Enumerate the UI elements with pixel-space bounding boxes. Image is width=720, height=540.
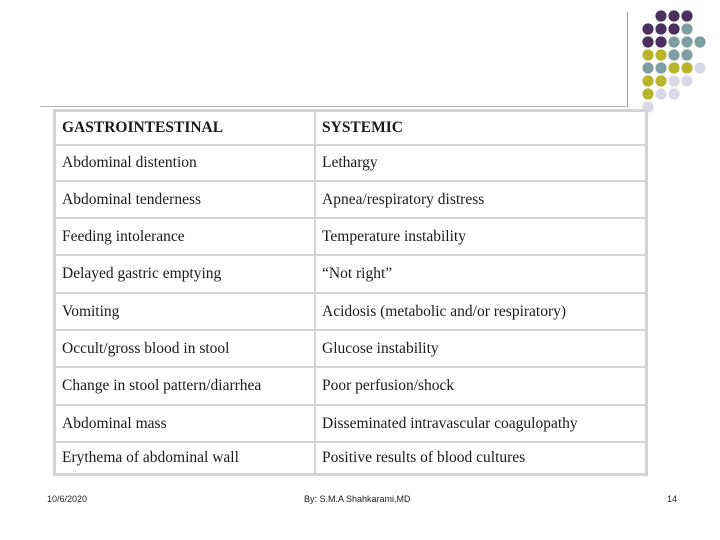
table-header-cell: SYSTEMIC [316, 112, 645, 144]
footer-date: 10/6/2020 [47, 494, 88, 504]
decorative-dot [642, 36, 653, 47]
decorative-dot [681, 62, 692, 73]
table-row [53, 219, 648, 254]
table-cell: “Not right” [316, 256, 645, 292]
table-cell: Glucose instability [316, 331, 645, 366]
table-cell: Temperature instability [316, 219, 645, 254]
decorative-dot [642, 49, 653, 60]
table-row [53, 294, 648, 329]
decorative-dot [642, 62, 653, 73]
table-cell: Abdominal tenderness [56, 182, 314, 217]
decorative-dot [655, 23, 666, 34]
decorative-dot [642, 75, 653, 86]
table-cell: Lethargy [316, 146, 645, 180]
decorative-dot [681, 10, 692, 21]
decorative-dot [668, 75, 679, 86]
table-cell: Occult/gross blood in stool [56, 331, 314, 366]
decorative-dot [681, 75, 692, 86]
decorative-dot [681, 49, 692, 60]
table-cell: Feeding intolerance [56, 219, 314, 254]
decorative-dot [655, 62, 666, 73]
footer-author: By: S.M.A Shahkarami,MD [304, 494, 411, 504]
table-row [53, 368, 648, 404]
decorative-dot [668, 10, 679, 21]
table-cell: Positive results of blood cultures [316, 443, 645, 473]
table-cell: Disseminated intravascular coagulopathy [316, 406, 645, 441]
table-cell: Apnea/respiratory distress [316, 182, 645, 217]
decorative-dot [655, 49, 666, 60]
decorative-dot [668, 49, 679, 60]
decorative-dot [655, 36, 666, 47]
table-row [53, 256, 648, 292]
footer-page-number: 14 [667, 494, 678, 504]
decorative-dot [681, 36, 692, 47]
decorative-dot-grid [642, 10, 720, 120]
decorative-dot [642, 23, 653, 34]
table-row [53, 182, 648, 217]
decorative-dot [668, 23, 679, 34]
table-cell: Vomiting [56, 294, 314, 329]
table-cell: Poor perfusion/shock [316, 368, 645, 404]
symptoms-table [53, 109, 648, 476]
decorative-dot [694, 36, 705, 47]
decorative-dot [668, 36, 679, 47]
decorative-vertical-line [627, 12, 628, 107]
decorative-dot [668, 62, 679, 73]
table-cell: Erythema of abdominal wall [56, 443, 314, 473]
decorative-dot [655, 88, 666, 99]
decorative-dot [668, 88, 679, 99]
table-cell: Abdominal distention [56, 146, 314, 180]
decorative-dot [681, 23, 692, 34]
table-cell: Delayed gastric emptying [56, 256, 314, 292]
table-row [53, 443, 648, 473]
decorative-dot [655, 75, 666, 86]
decorative-dot [655, 10, 666, 21]
table-row [53, 406, 648, 441]
table-row [53, 331, 648, 366]
table-cell: Abdominal mass [56, 406, 314, 441]
title-underline [40, 106, 628, 107]
decorative-dot [642, 88, 653, 99]
table-cell: Acidosis (metabolic and/or respiratory) [316, 294, 645, 329]
table-cell: Change in stool pattern/diarrhea [56, 368, 314, 404]
decorative-dot [694, 62, 705, 73]
table-row [53, 146, 648, 180]
table-header-cell: GASTROINTESTINAL [56, 112, 314, 144]
table-header-row [53, 112, 648, 144]
